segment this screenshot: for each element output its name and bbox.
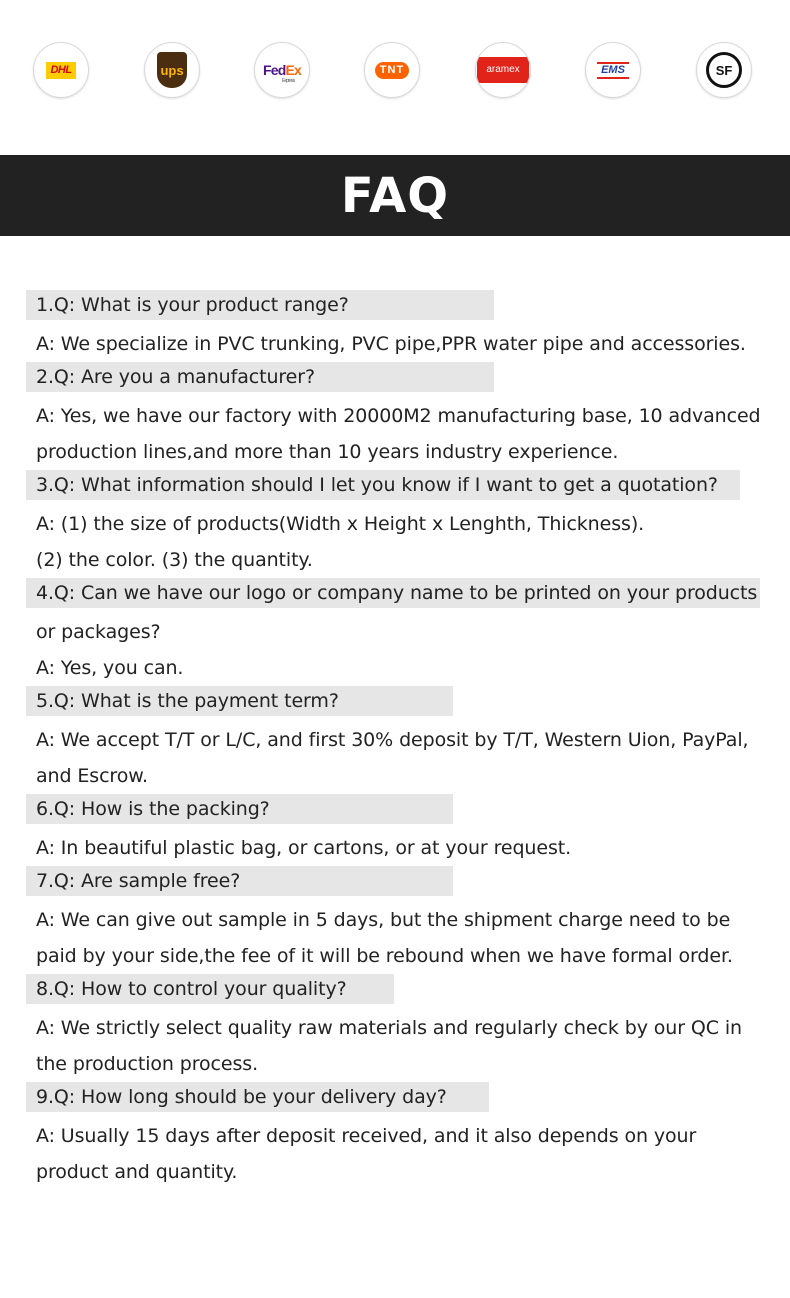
fedex-logo-sub: Express [282,78,295,84]
faq-answer-2-line-1: A: Yes, we have our factory with 20000M2 manufacturing base, 10 advanced [36,405,761,427]
page-title: FAQ [340,167,450,224]
fedex-logo-text: FedEx [262,62,302,78]
carrier-logos [0,42,790,100]
faq-question-9: 9.Q: How long should be your delivery day? [26,1082,766,1118]
faq-answer-7-line-2: paid by your side,the fee of it will be rebound when we have formal order. [36,945,733,967]
faq-answer-3-line-1: A: (1) the size of products(Width x Height x Lenghth, Thickness). [36,513,645,535]
faq-answer-9-line-1: A: Usually 15 days after deposit received, and it also depends on your [36,1125,697,1147]
faq-answer-5-line-2: and Escrow. [36,765,148,787]
faq-answer-8-line-2: the production process. [36,1053,259,1075]
tnt-logo-text: TNT [379,63,405,76]
ems-logo-icon [585,42,641,98]
faq-question-4-line-2: or packages? [36,621,161,643]
dhl-logo-text: DHL [46,62,75,79]
faq-question-4: 4.Q: Can we have our logo or company name to be printed on your products [26,578,766,614]
faq-answer-8-line-1: A: We strictly select quality raw materials and regularly check by our QC in [36,1017,742,1039]
fedex-logo-icon [254,42,310,98]
faq-answer-5-line-1: A: We accept T/T or L/C, and first 30% deposit by T/T, Western Uion, PayPal, [36,729,749,751]
faq-question-6: 6.Q: How is the packing? [26,794,766,830]
ups-shield [157,52,187,88]
sf-ring [706,52,742,88]
faq-question-1: 1.Q: What is your product range? [26,290,766,326]
ups-logo-text: ups [160,62,184,78]
faq-question-7: 7.Q: Are sample free? [26,866,766,902]
tnt-logo-icon [364,42,420,98]
faq-question-8: 8.Q: How to control your quality? [26,974,766,1010]
faq-question-3: 3.Q: What information should I let you know if I want to get a quotation? [26,470,766,506]
aramex-logo-text: aramex [486,64,520,75]
faq-list [26,290,766,1190]
sf-logo-text: SF [715,62,733,78]
faq-answer-7-line-1: A: We can give out sample in 5 days, but the shipment charge need to be [36,909,731,931]
aramex-logo-icon [475,42,531,98]
tnt-pill [375,62,409,79]
faq-answer-6: A: In beautiful plastic bag, or cartons, or at your request. [36,837,572,859]
faq-question-5: 5.Q: What is the payment term? [26,686,766,722]
faq-question-2: 2.Q: Are you a manufacturer? [26,362,766,398]
sf-logo-icon [696,42,752,98]
faq-header [0,155,790,236]
ems-logo-text: EMS [597,62,629,79]
faq-answer-2-line-2: production lines,and more than 10 years industry experience. [36,441,619,463]
ups-logo-icon [144,42,200,98]
aramex-pill [477,57,529,83]
faq-answer-3-line-2: (2) the color. (3) the quantity. [36,549,313,571]
faq-answer-4: A: Yes, you can. [36,657,184,679]
dhl-logo-icon [33,42,89,98]
faq-answer-9-line-2: product and quantity. [36,1161,238,1183]
faq-answer-1: A: We specialize in PVC trunking, PVC pipe,PPR water pipe and accessories. [36,333,746,355]
